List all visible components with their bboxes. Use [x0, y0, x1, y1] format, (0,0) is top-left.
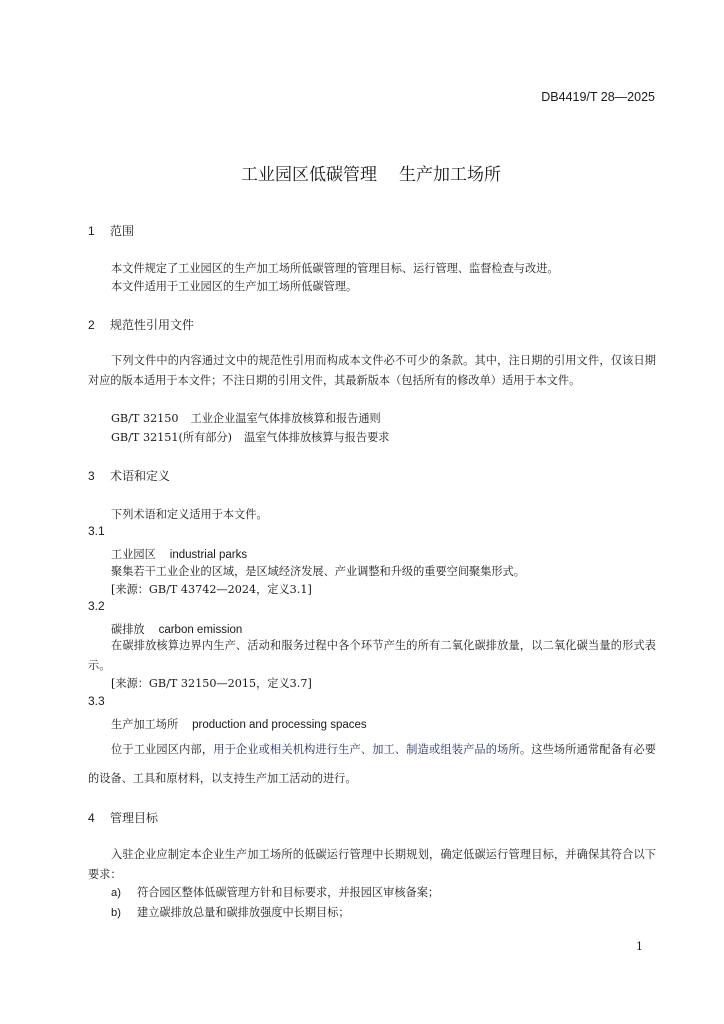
term-number-3-2: 3.2	[88, 599, 105, 613]
normative-intro: 下列文件中的内容通过文中的规范性引用而构成本文件必不可少的条款。其中，注日期的引用文件，仅该日期对应的版本适用于本文件；不注日期的引用文件，其最新版本（包括所有的修改单）适用于本文件。	[88, 354, 656, 387]
term-number-3-3: 3.3	[88, 694, 105, 708]
section-heading-2: 2 规范性引用文件	[88, 318, 195, 332]
management-intro: 入驻企业应制定本企业生产加工场所的低碳运行管理中长期规划，确定低碳运行管理目标，并确保其符合以下要求：	[88, 848, 656, 881]
term-source-3-2: [来源：GB/T 32150—2015，定义3.7]	[111, 677, 312, 690]
title-part2: 生产加工场所	[399, 165, 501, 185]
term-source-3-1: [来源：GB/T 43742—2024，定义3.1]	[111, 583, 312, 596]
term-title-3-2: 碳排放 carbon emission	[111, 623, 243, 636]
section-heading-4: 4 管理目标	[88, 811, 159, 825]
term-title-3-3: 生产加工场所 production and processing spaces	[111, 718, 367, 731]
title-part1: 工业园区低碳管理	[241, 165, 377, 185]
list-item-b: b) 建立碳排放总量和碳排放强度中长期目标；	[111, 906, 350, 919]
reference-item-1: GB/T 32150 工业企业温室气体排放核算和报告通则	[111, 412, 381, 425]
document-number: DB4419/T 28—2025	[541, 90, 655, 104]
term-title-3-1: 工业园区 industrial parks	[111, 548, 248, 561]
section-heading-1: 1 范围	[88, 224, 135, 238]
section-heading-3: 3 术语和定义	[88, 469, 171, 483]
scope-line-1: 本文件规定了工业园区的生产加工场所低碳管理的管理目标、运行管理、监督检查与改进。	[111, 262, 559, 275]
terms-intro: 下列术语和定义适用于本文件。	[111, 508, 268, 521]
term-number-3-1: 3.1	[88, 524, 105, 538]
term-definition-3-3: 位于工业园区内部，用于企业或相关机构进行生产、加工、制造或组装产品的场所。这些场所通常配备有必要的设备、工具和原材料，以支持生产加工活动的进行。	[88, 743, 656, 785]
term-definition-3-1: 聚集若干工业企业的区域，是区域经济发展、产业调整和升级的重要空间聚集形式。	[111, 565, 525, 578]
list-item-a: a) 符合园区整体低碳管理方针和目标要求，并报园区审核备案；	[111, 886, 440, 899]
reference-item-2: GB/T 32151(所有部分) 温室气体排放核算与报告要求	[111, 431, 390, 444]
term-definition-3-3-highlight: 用于企业或相关机构进行生产、加工、制造或组装产品的场所	[213, 743, 520, 756]
scope-line-2: 本文件适用于工业园区的生产加工场所低碳管理。	[111, 280, 358, 293]
page-title	[0, 160, 724, 185]
page-number: 1	[636, 940, 643, 953]
term-definition-3-2: 在碳排放核算边界内生产、活动和服务过程中各个环节产生的所有二氧化碳排放量，以二氧化碳当量的形式表示。	[88, 639, 656, 672]
